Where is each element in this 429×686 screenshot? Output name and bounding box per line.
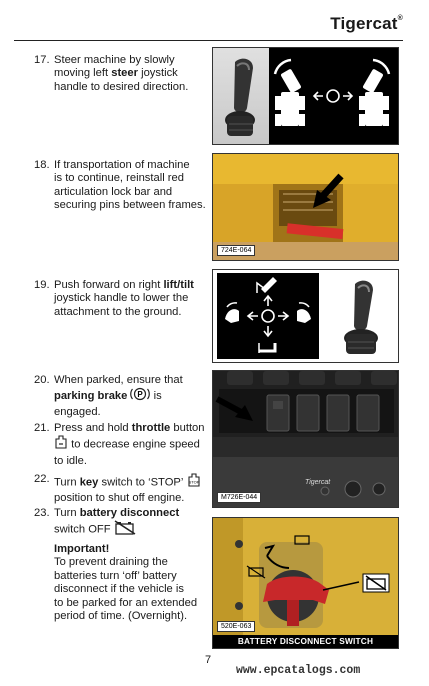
bold-term: battery disconnect	[79, 507, 180, 519]
brand-logo	[330, 14, 403, 34]
step-line: joystick handle to lower the	[54, 292, 189, 305]
step-number: 22.	[34, 473, 50, 485]
switch-panel-photo	[212, 370, 399, 508]
battery-disconnect-photo	[212, 517, 399, 649]
important-note	[54, 543, 214, 633]
step-number: 18.	[34, 159, 50, 171]
key-stop-icon	[186, 473, 202, 492]
step-fragment: Turn	[54, 507, 80, 519]
step-text	[54, 279, 194, 319]
step-line: securing pins between frames.	[54, 199, 206, 212]
step-text	[54, 507, 179, 540]
note-line: to be parked for an extended	[54, 596, 198, 609]
note-line: disconnect if the vehicle is	[54, 583, 184, 596]
parking-brake-icon	[130, 387, 150, 405]
figure-tag: 520E-063	[217, 621, 255, 632]
note-line: To prevent draining the	[54, 556, 168, 569]
important-title: Important!	[54, 543, 110, 555]
switch-panel-illustration	[213, 371, 398, 507]
step-fragment: switch to ‘STOP’	[98, 476, 183, 489]
step-line: If transportation of machine	[54, 159, 190, 171]
svg-text:P: P	[137, 390, 144, 400]
step-18	[34, 159, 209, 217]
articulation-lock-photo	[212, 153, 399, 261]
step-line: moving left steer joystick	[54, 67, 178, 80]
step-line	[54, 507, 179, 520]
step-fragment: button	[170, 422, 205, 434]
step-number: 19.	[34, 279, 50, 291]
step-fragment: is	[153, 390, 162, 403]
bold-term: throttle	[131, 422, 171, 434]
steer-direction-diagram	[271, 52, 396, 140]
step-line: Push forward on right lift/tilt	[54, 279, 194, 291]
step-fragment: to decrease engine speed	[71, 439, 200, 452]
step-text	[54, 374, 183, 419]
brand-name: Tigercat	[330, 14, 398, 33]
step-23	[34, 507, 209, 539]
lift-tilt-diagram	[217, 273, 319, 359]
step-line: engaged.	[54, 405, 101, 418]
step-line: When parked, ensure that	[54, 374, 183, 386]
joystick-icon	[213, 48, 269, 144]
note-line: period of time. (Overnight).	[54, 610, 188, 623]
joystick-photo-panel	[213, 48, 269, 144]
step-text	[54, 473, 202, 506]
joystick-icon	[331, 274, 393, 358]
throttle-button-icon	[54, 435, 68, 454]
step-text	[54, 54, 188, 94]
lift-tilt-arrows-icon	[217, 273, 319, 359]
figure-tag: 724E-064	[217, 245, 255, 256]
step-21	[34, 422, 209, 466]
note-line: batteries turn ‘off’ battery	[54, 569, 177, 582]
step-line	[54, 435, 205, 454]
step-line: handle to desired direction.	[54, 80, 189, 93]
steer-joystick-figure	[212, 47, 399, 145]
lift-tilt-figure	[212, 269, 399, 363]
footer-url: www.epcatalogs.com	[236, 664, 361, 677]
step-line: attachment to the ground.	[54, 305, 182, 318]
step-fragment: Turn	[54, 476, 80, 489]
step-line: position to shut off engine.	[54, 492, 185, 505]
page-header	[14, 0, 403, 41]
step-fragment: switch OFF	[54, 524, 111, 537]
step-line	[54, 520, 179, 539]
step-22	[34, 473, 214, 503]
figure-tag: M726E-044	[217, 492, 261, 503]
step-line: is to continue, reinstall red	[54, 172, 184, 185]
step-line	[54, 387, 183, 405]
figure-caption: BATTERY DISCONNECT SWITCH	[213, 635, 398, 648]
step-number: 20.	[34, 374, 50, 386]
step-line	[54, 422, 205, 435]
bold-term: key	[79, 476, 99, 489]
step-text	[54, 422, 205, 468]
panel-brand-label: Tigercat	[305, 479, 331, 486]
step-20	[34, 374, 209, 416]
bold-term: parking brake	[54, 390, 128, 403]
step-number: 23.	[34, 507, 50, 519]
battery-off-icon	[114, 520, 136, 539]
step-line: to idle.	[54, 454, 87, 467]
step-line: articulation lock bar and	[54, 185, 173, 198]
registered-mark: ®	[397, 15, 403, 22]
step-17	[34, 54, 204, 98]
step-text	[54, 159, 206, 213]
step-19	[34, 279, 209, 323]
svg-text:STOP: STOP	[188, 479, 200, 485]
step-number: 21.	[34, 422, 50, 434]
step-line	[54, 473, 202, 492]
step-number: 17.	[34, 54, 50, 66]
step-fragment: Press and hold	[54, 422, 132, 434]
page-number: 7	[205, 654, 212, 666]
step-line: Steer machine by slowly	[54, 54, 175, 66]
